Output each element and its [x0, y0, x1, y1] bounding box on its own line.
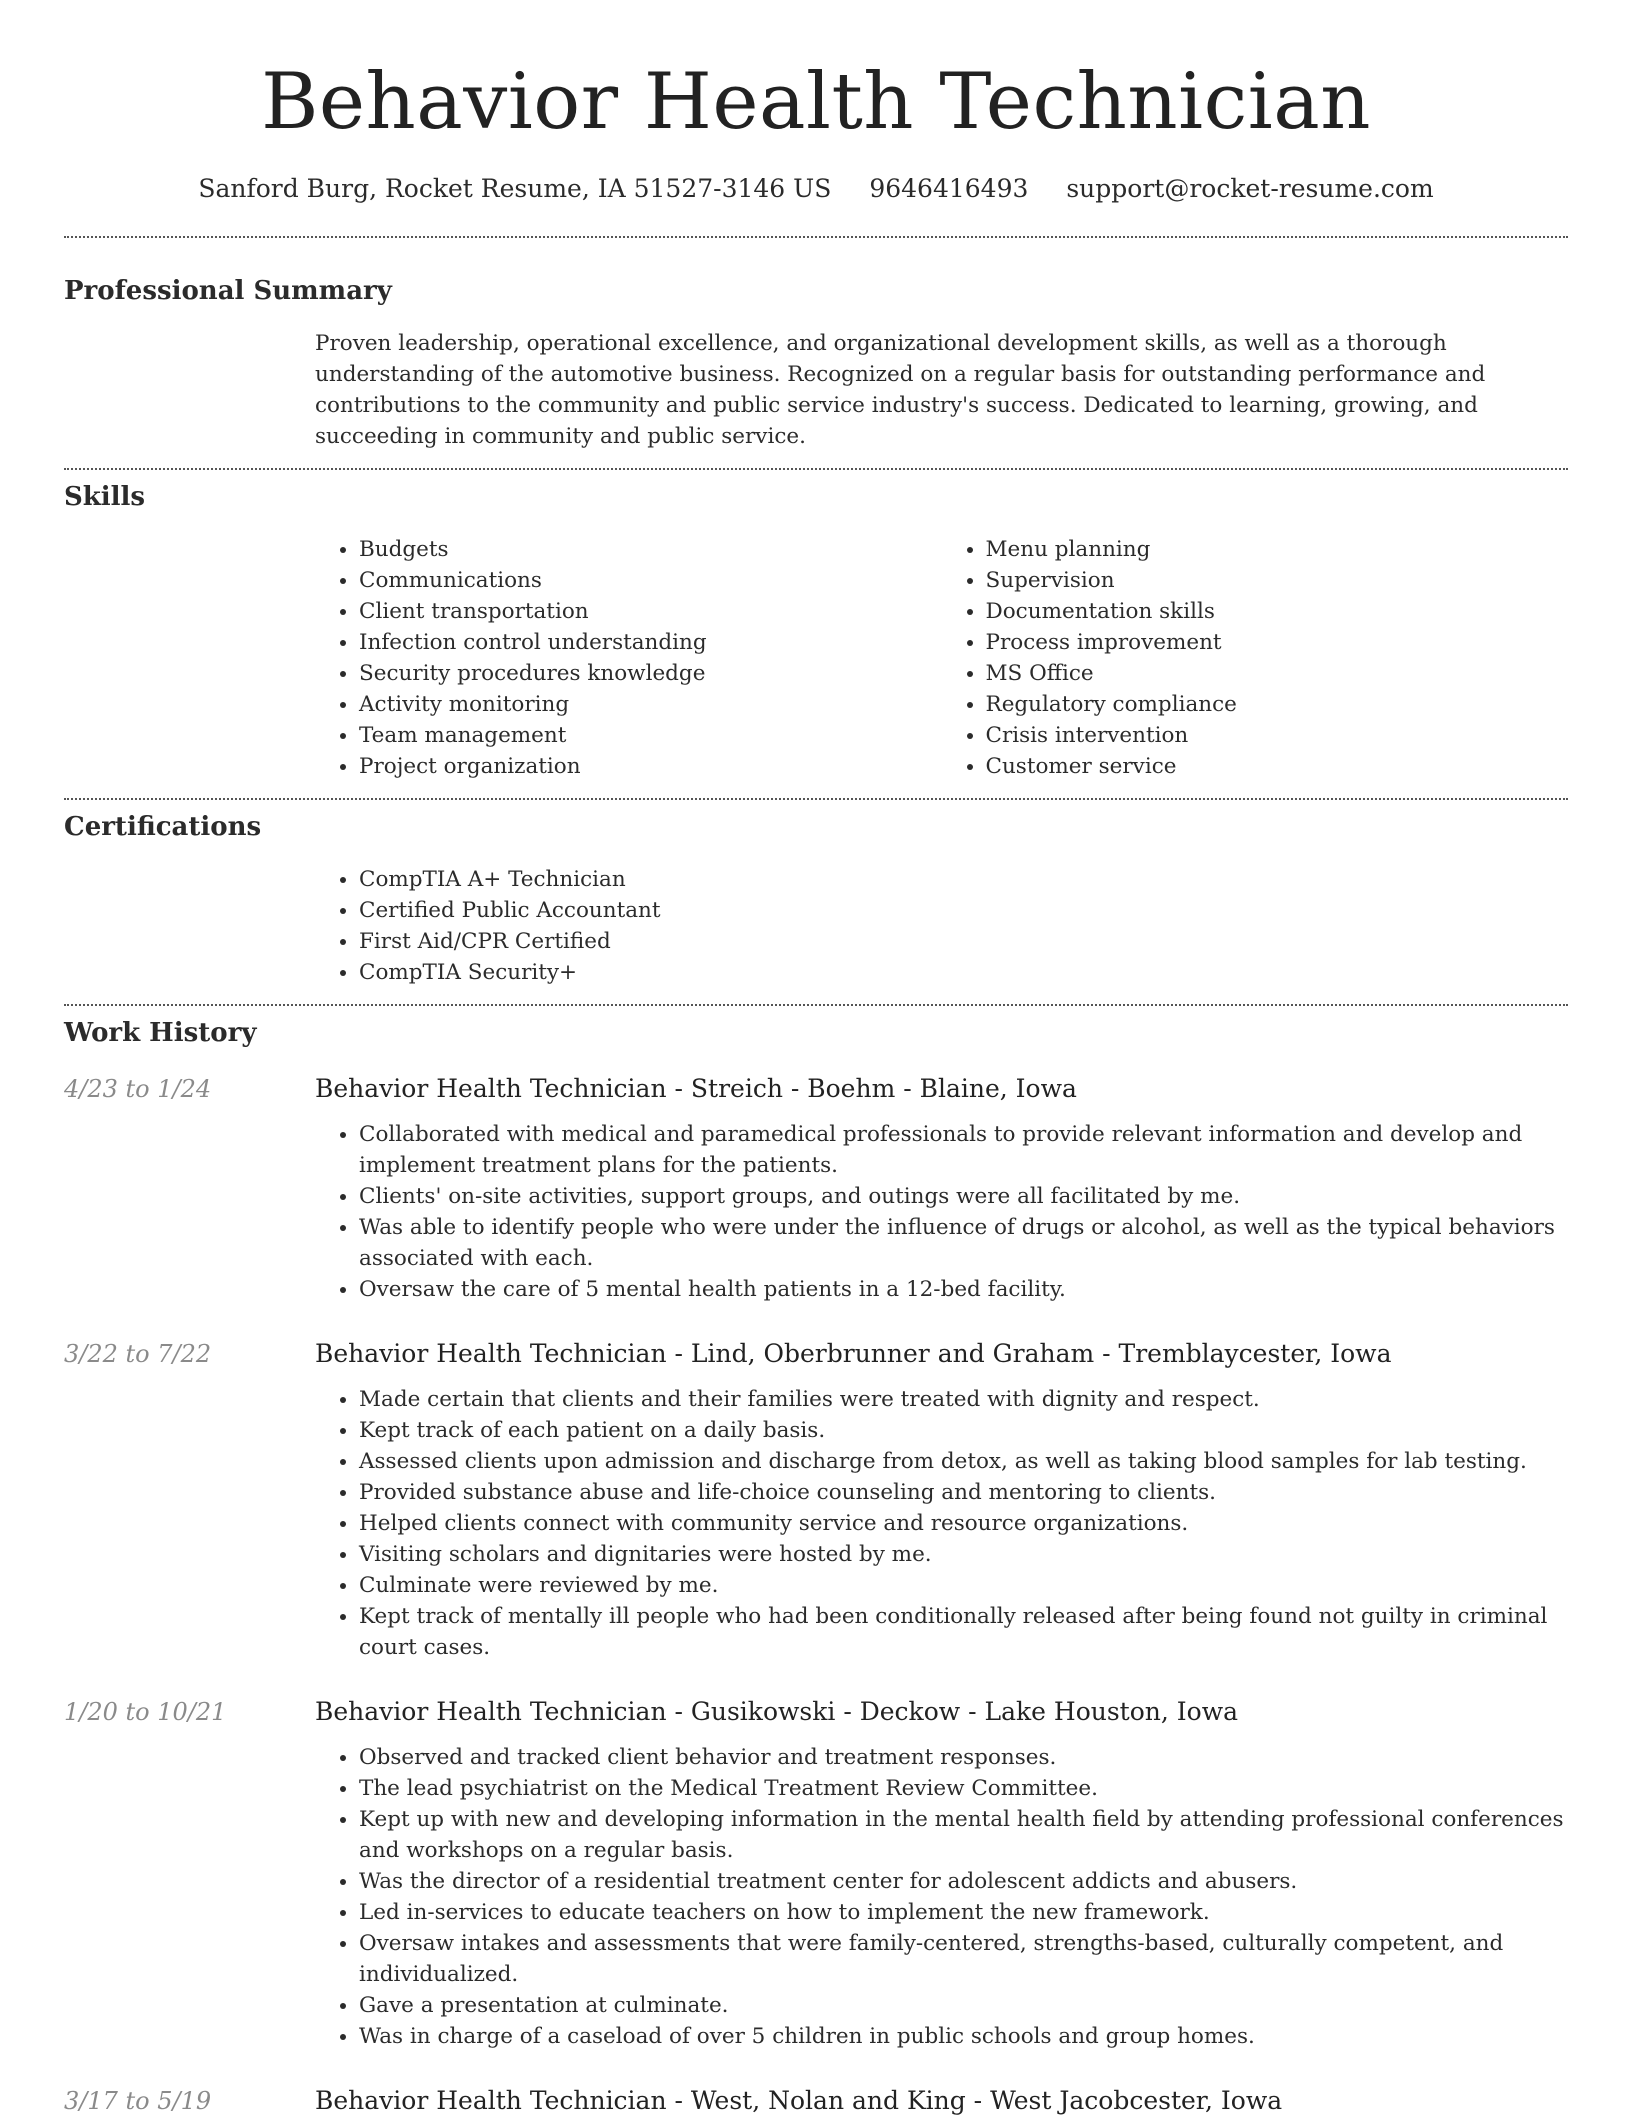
contact-email[interactable]: support@rocket-resume.com — [1066, 174, 1434, 203]
section-title-skills: Skills — [64, 482, 146, 512]
job-duty: • Clients' on-site activities, support groups, and outings were all facilitated by me. — [359, 1181, 1568, 1212]
job-duty: • Was able to identify people who were under the influence of drugs or alcohol, as well as the typical behaviors associated with each. — [359, 1212, 1568, 1274]
contact-line — [64, 172, 1568, 206]
job-duty: • Oversaw intakes and assessments that were family-centered, strengths-based, culturally competent, and individualized. — [359, 1928, 1568, 1990]
work-history-section — [64, 1016, 1568, 2118]
divider — [64, 798, 1568, 800]
job-title: Behavior Health Technician - Lind, Oberbrunner and Graham - Tremblaycester, Iowa — [315, 1339, 1392, 1368]
job-duties-list — [315, 1384, 1568, 1663]
certification-item: • CompTIA A+ Technician — [359, 864, 1568, 895]
skills-list-left — [315, 534, 942, 782]
job-dates: 1/20 to 10/21 — [64, 1698, 227, 1726]
job-duty: • Kept track of each patient on a daily basis. — [359, 1415, 1568, 1446]
job-dates: 3/17 to 5/19 — [64, 2087, 212, 2115]
job-duty: • Oversaw the care of 5 mental health patients in a 12-bed facility. — [359, 1274, 1568, 1305]
job-duty: • Was the director of a residential treatment center for adolescent addicts and abusers. — [359, 1866, 1568, 1897]
skill-item: • Process improvement — [986, 627, 1569, 658]
job-duty: • Visiting scholars and dignitaries were hosted by me. — [359, 1539, 1568, 1570]
skill-item: • Team management — [359, 720, 942, 751]
job-entry — [64, 1072, 1568, 1305]
skill-item: • MS Office — [986, 658, 1569, 689]
summary-text: Proven leadership, operational excellence, and organizational development skills, as well as a thorough understanding of the automotive business. Recognized on a regular basis for outstanding performance and contributions to the community and public service industry's success. Dedicated to learning, growing, and succeeding in community and public service. — [315, 331, 1486, 449]
skill-item: • Menu planning — [986, 534, 1569, 565]
job-duties-list — [315, 1742, 1568, 2052]
skill-item: • Regulatory compliance — [986, 689, 1569, 720]
skill-item: • Crisis intervention — [986, 720, 1569, 751]
job-duties-list — [315, 1119, 1568, 1305]
job-dates: 3/22 to 7/22 — [64, 1340, 212, 1368]
skills-list-right — [942, 534, 1569, 782]
skill-item: • Budgets — [359, 534, 942, 565]
job-entry — [64, 1337, 1568, 1663]
skill-item: • Project organization — [359, 751, 942, 782]
section-title-certifications: Certifications — [64, 812, 262, 842]
job-entry — [64, 1695, 1568, 2052]
certification-item: • Certified Public Accountant — [359, 895, 1568, 926]
section-title-work-history: Work History — [64, 1018, 257, 1048]
certifications-list — [315, 864, 1568, 988]
divider — [64, 468, 1568, 470]
job-duty: • The lead psychiatrist on the Medical Treatment Review Committee. — [359, 1773, 1568, 1804]
job-title: Behavior Health Technician - Gusikowski - Deckow - Lake Houston, Iowa — [315, 1697, 1238, 1726]
job-duty: • Made certain that clients and their families were treated with dignity and respect. — [359, 1384, 1568, 1415]
job-duty: • Was in charge of a caseload of over 5 children in public schools and group homes. — [359, 2021, 1568, 2052]
certifications-section — [64, 810, 1568, 988]
job-duty: • Provided substance abuse and life-choice counseling and mentoring to clients. — [359, 1477, 1568, 1508]
candidate-name: Behavior Health Technician — [261, 57, 1371, 147]
skill-item: • Supervision — [986, 565, 1569, 596]
section-title-summary: Professional Summary — [64, 276, 392, 306]
skill-item: • Infection control understanding — [359, 627, 942, 658]
skill-item: • Client transportation — [359, 596, 942, 627]
job-duty: • Kept up with new and developing information in the mental health field by attending professional conferences and workshops on a regular basis. — [359, 1804, 1568, 1866]
contact-address: Sanford Burg, Rocket Resume, IA 51527-3146 US — [198, 174, 832, 203]
job-duty: • Observed and tracked client behavior and treatment responses. — [359, 1742, 1568, 1773]
job-duty: • Assessed clients upon admission and discharge from detox, as well as taking blood samples for lab testing. — [359, 1446, 1568, 1477]
skill-item: • Security procedures knowledge — [359, 658, 942, 689]
job-title: Behavior Health Technician - Streich - Boehm - Blaine, Iowa — [315, 1074, 1077, 1103]
resume-page — [64, 0, 1568, 2118]
skill-item: • Activity monitoring — [359, 689, 942, 720]
job-duty: • Helped clients connect with community service and resource organizations. — [359, 1508, 1568, 1539]
skill-item: • Customer service — [986, 751, 1569, 782]
summary-section — [64, 274, 1568, 452]
skill-item: • Communications — [359, 565, 942, 596]
job-duty: • Led in-services to educate teachers on how to implement the new framework. — [359, 1897, 1568, 1928]
job-duty: • Culminate were reviewed by me. — [359, 1570, 1568, 1601]
job-duty: • Gave a presentation at culminate. — [359, 1990, 1568, 2021]
contact-phone: 9646416493 — [869, 174, 1029, 203]
certification-item: • First Aid/CPR Certified — [359, 926, 1568, 957]
skill-item: • Documentation skills — [986, 596, 1569, 627]
job-title: Behavior Health Technician - West, Nolan and King - West Jacobcester, Iowa — [315, 2086, 1283, 2115]
job-duty: • Collaborated with medical and paramedical professionals to provide relevant information and develop and implement treatment plans for the patients. — [359, 1119, 1568, 1181]
divider — [64, 236, 1568, 238]
certification-item: • CompTIA Security+ — [359, 957, 1568, 988]
skills-section — [64, 480, 1568, 782]
divider — [64, 1004, 1568, 1006]
job-entry — [64, 2084, 1568, 2118]
job-dates: 4/23 to 1/24 — [64, 1075, 212, 1103]
job-duty: • Kept track of mentally ill people who had been conditionally released after being found not guilty in criminal court cases. — [359, 1601, 1568, 1663]
